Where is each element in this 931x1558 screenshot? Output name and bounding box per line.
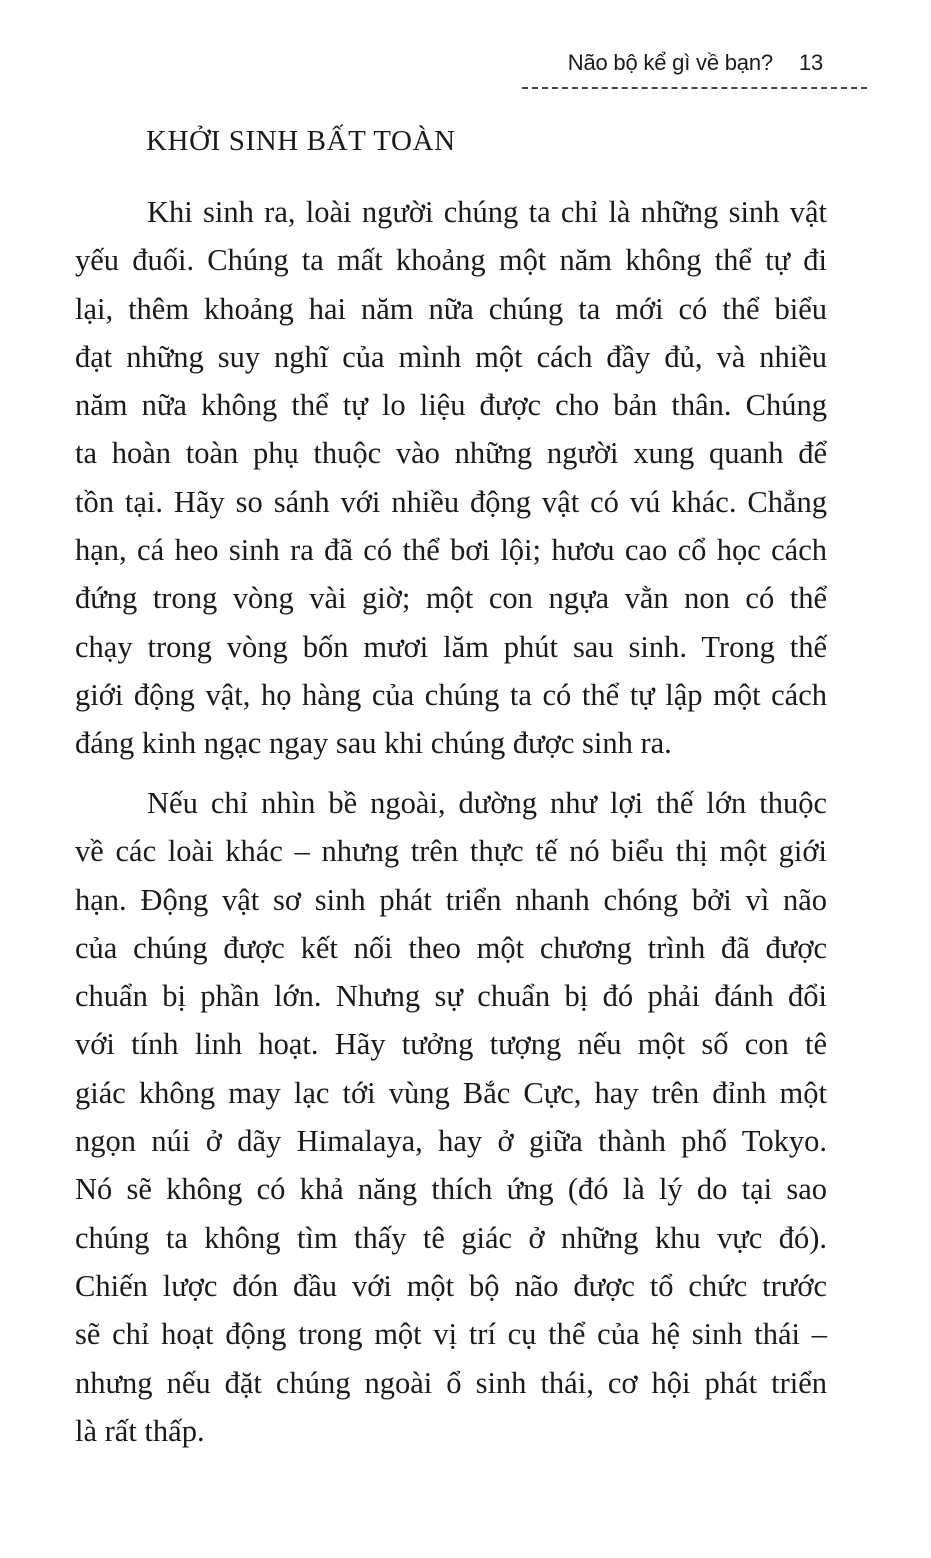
- text-line: ngọn núi ở dãy Himalaya, hay ở giữa thành phố Tokyo.: [75, 1124, 827, 1159]
- text-line: sẽ chỉ hoạt động trong một vị trí cụ thể của hệ sinh thái –: [75, 1317, 827, 1352]
- text-line: ta hoàn toàn phụ thuộc vào những người xung quanh để: [75, 436, 827, 471]
- text-line: hạn, cá heo sinh ra đã có thể bơi lội; hươu cao cổ học cách: [75, 533, 827, 568]
- text-line: của chúng được kết nối theo một chương trình đã được: [75, 930, 827, 965]
- text-line: Nếu chỉ nhìn bề ngoài, dường như lợi thế lớn thuộc: [147, 786, 827, 820]
- paragraph: [75, 779, 827, 1455]
- running-title: Não bộ kể gì về bạn?: [567, 50, 773, 75]
- text-line: chúng ta không tìm thấy tê giác ở những khu vực đó).: [75, 1220, 827, 1255]
- text-line: yếu đuối. Chúng ta mất khoảng một năm không thể tự đi: [75, 243, 827, 278]
- running-header: [568, 50, 823, 76]
- text-line: nhưng nếu đặt chúng ngoài ổ sinh thái, cơ hội phát triển: [75, 1365, 827, 1400]
- text-line: tồn tại. Hãy so sánh với nhiều động vật có vú khác. Chẳng: [75, 484, 827, 519]
- text-line: Khi sinh ra, loài người chúng ta chỉ là những sinh vật: [147, 195, 827, 229]
- text-line: với tính linh hoạt. Hãy tưởng tượng nếu một số con tê: [75, 1027, 827, 1062]
- text-line: Chiến lược đón đầu với một bộ não được tổ chức trước: [75, 1268, 827, 1303]
- text-line: đứng trong vòng vài giờ; một con ngựa vằn non có thể: [75, 581, 827, 616]
- section-heading: KHỞI SINH BẤT TOÀN: [146, 125, 456, 157]
- text-line: chuẩn bị phần lớn. Nhưng sự chuẩn bị đó phải đánh đổi: [75, 979, 827, 1014]
- paragraph: [75, 188, 827, 768]
- text-line: năm nữa không thể tự lo liệu được cho bản thân. Chúng: [75, 388, 827, 423]
- page-number: 13: [798, 50, 823, 75]
- text-line: đáng kinh ngạc ngay sau khi chúng được sinh ra.: [75, 726, 672, 761]
- text-line: giác không may lạc tới vùng Bắc Cực, hay trên đỉnh một: [75, 1075, 827, 1110]
- text-line: về các loài khác – nhưng trên thực tế nó biểu thị một giới: [75, 834, 827, 869]
- text-line: đạt những suy nghĩ của mình một cách đầy đủ, và nhiều: [75, 339, 827, 374]
- text-line: lại, thêm khoảng hai năm nữa chúng ta mới có thể biểu: [75, 291, 827, 326]
- text-line: Nó sẽ không có khả năng thích ứng (đó là lý do tại sao: [75, 1172, 827, 1207]
- header-divider: [522, 87, 867, 89]
- text-line: hạn. Động vật sơ sinh phát triển nhanh chóng bởi vì não: [75, 882, 827, 917]
- text-line: là rất thấp.: [75, 1413, 205, 1448]
- text-line: chạy trong vòng bốn mươi lăm phút sau sinh. Trong thế: [75, 629, 827, 664]
- text-line: giới động vật, họ hàng của chúng ta có thể tự lập một cách: [75, 677, 827, 712]
